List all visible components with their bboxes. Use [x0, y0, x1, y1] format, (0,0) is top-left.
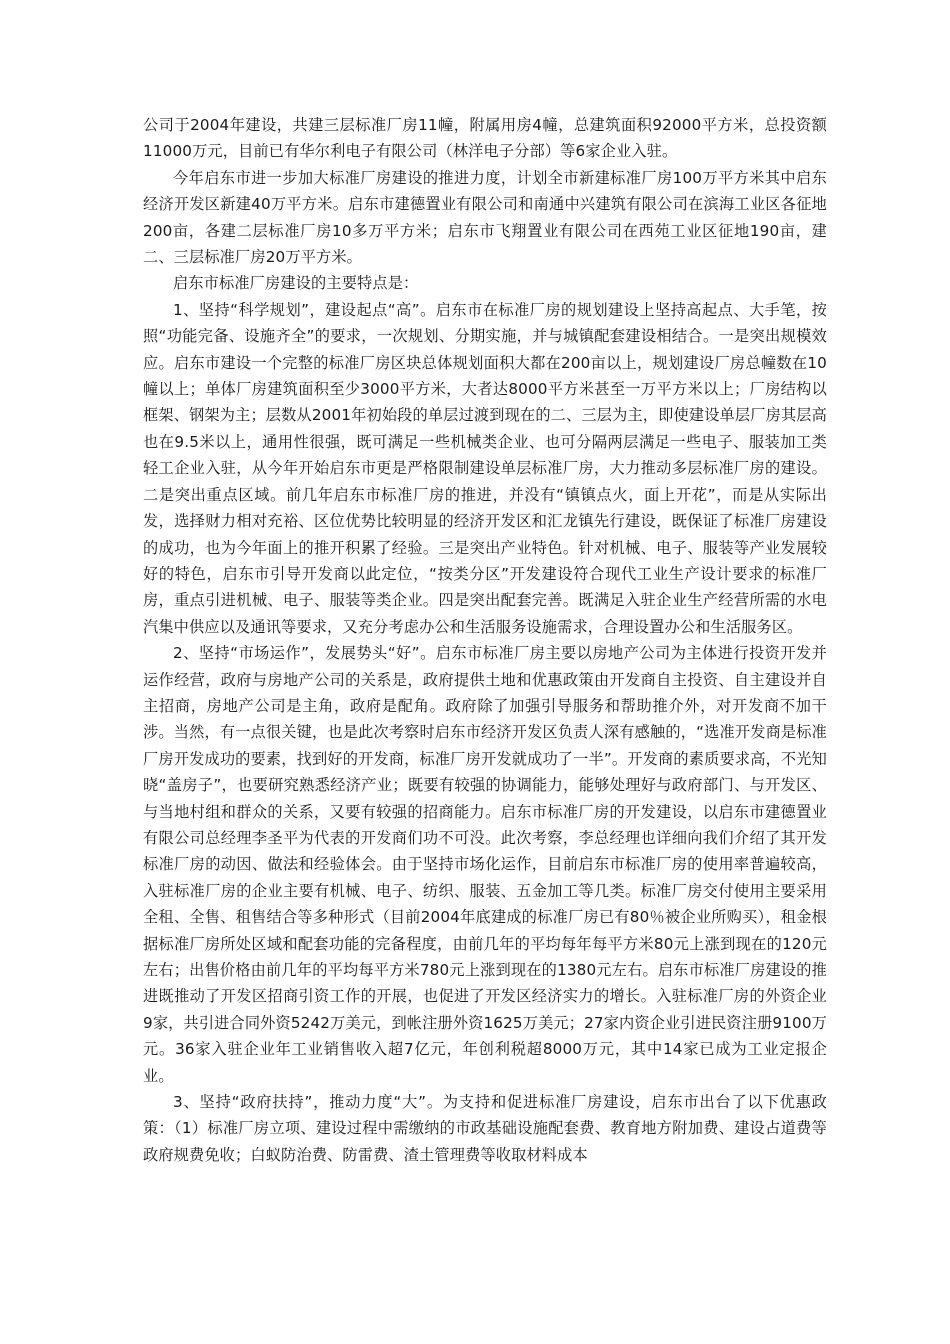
- paragraph-annual-plan: 今年启东市进一步加大标准厂房建设的推进力度，计划全市新建标准厂房100万平方米其中启东经济开发区新建40万平方米。启东市建德置业有限公司和南通中兴建筑有限公司在滨海工业区各征地200亩，各建二层标准厂房10多万平方米；启东市飞翔置业有限公司在西苑工业区征地190亩，建二、三层标准厂房20万平方米。: [143, 168, 827, 267]
- paragraph-features-heading: 启东市标准厂房建设的主要特点是：: [173, 274, 419, 293]
- paragraph-point-2-market: 2、坚持“市场运作”，发展势头“好”。启东市标准厂房主要以房地产公司为主体进行投资开发并运作经营，政府与房地产公司的关系是，政府提供土地和优惠政策由开发商自主投资、自主建设并自主招商，房地产公司是主角，政府是配角。政府除了加强引导服务和帮助推介外，对开发商不加干涉。当然，有一点很关键，也是此次考察时启东市经济开发区负责人深有感触的，“选准开发商是标准厂房开发成功的要素，找到好的开发商，标准厂房开发就成功了一半”。开发商的素质要求高，不光知晓“盖房子”，也要研究熟悉经济产业；既要有较强的协调能力，能够处理好与政府部门、与开发区、与当地村组和群众的关系，又要有较强的招商能力。启东市标准厂房的开发建设，以启东市建德置业有限公司总经理李圣平为代表的开发商们功不可没。此次考察，李总经理也详细向我们介绍了其开发标准厂房的动因、做法和经验体会。由于坚持市场化运作，目前启东市标准厂房的使用率普遍较高，入驻标准厂房的企业主要有机械、电子、纺织、服装、五金加工等几类。标准厂房交付使用主要采用全租、全售、租售结合等多种形式（目前2004年底建成的标准厂房已有80％被企业所购买），租金根据标准厂房所处区域和配套功能的完备程度，由前几年的平均每年每平方米80元上涨到现在的120元左右；出售价格由前几年的平均每平方米780元上涨到现在的1380元左右。启东市标准厂房建设的推进既推动了开发区招商引资工作的开展，也促进了开发区经济实力的增长。入驻标准厂房的外资企业9家，共引进合同外资5242万美元，到帐注册外资1625万美元；27家内资企业引进民资注册9100万元。36家入驻企业年工业销售收入超7亿元，年创利税超8000万元，其中14家已成为工业定报企业。: [143, 644, 828, 1085]
- paragraph-point-1-planning: 1、坚持“科学规划”，建设起点“高”。启东市在标准厂房的规划建设上坚持高起点、大手笔，按照“功能完备、设施齐全”的要求，一次规划、分期实施，并与城镇配套建设相结合。一是突出规模效应。启东市建设一个完整的标准厂房区块总体规划面积大都在200亩以上，规划建设厂房总幢数在10幢以上；单体厂房建筑面积至少3000平方米，大者达8000平方米甚至一万平方米以上；厂房结构以框架、钢架为主；层数从2001年初始段的单层过渡到现在的二、三层为主，即使建设单层厂房其层高也在9.5米以上，通用性很强，既可满足一些机械类企业、也可分隔两层满足一些电子、服装加工类轻工企业入驻，从今年开始启东市更是严格限制建设单层标准厂房，大力推动多层标准厂房的建设。二是突出重点区域。前几年启东市标准厂房的推进，并没有“镇镇点火，面上开花”，而是从实际出发，选择财力相对充裕、区位优势比较明显的经济开发区和汇龙镇先行建设，既保证了标准厂房建设的成功，也为今年面上的推开积累了经验。三是突出产业特色。针对机械、电子、服装等产业发展较好的特色，启东市引导开发商以此定位，“按类分区”开发建设符合现代工业生产设计要求的标准厂房，重点引进机械、电子、服装等类企业。四是突出配套完善。既满足入驻企业生产经营所需的水电汽集中供应以及通讯等要求，又充分考虑办公和生活服务设施需求，合理设置办公和生活服务区。: [143, 300, 827, 636]
- document-body: [143, 112, 827, 1168]
- paragraph-company-intro: 公司于2004年建设，共建三层标准厂房11幢，附属用房4幢，总建筑面积92000平方米，总投资额11000万元，目前已有华尔利电子有限公司（林洋电子分部）等6家企业入驻。: [143, 116, 827, 161]
- paragraph-point-3-government: 3、坚持“政府扶持”，推动力度“大”。为支持和促进标准厂房建设，启东市出台了以下优惠政策：（1）标准厂房立项、建设过程中需缴纳的市政基础设施配套费、教育地方附加费、建设占道费等政府规费免收；白蚁防治费、防雷费、渣土管理费等收取材料成本: [143, 1093, 827, 1164]
